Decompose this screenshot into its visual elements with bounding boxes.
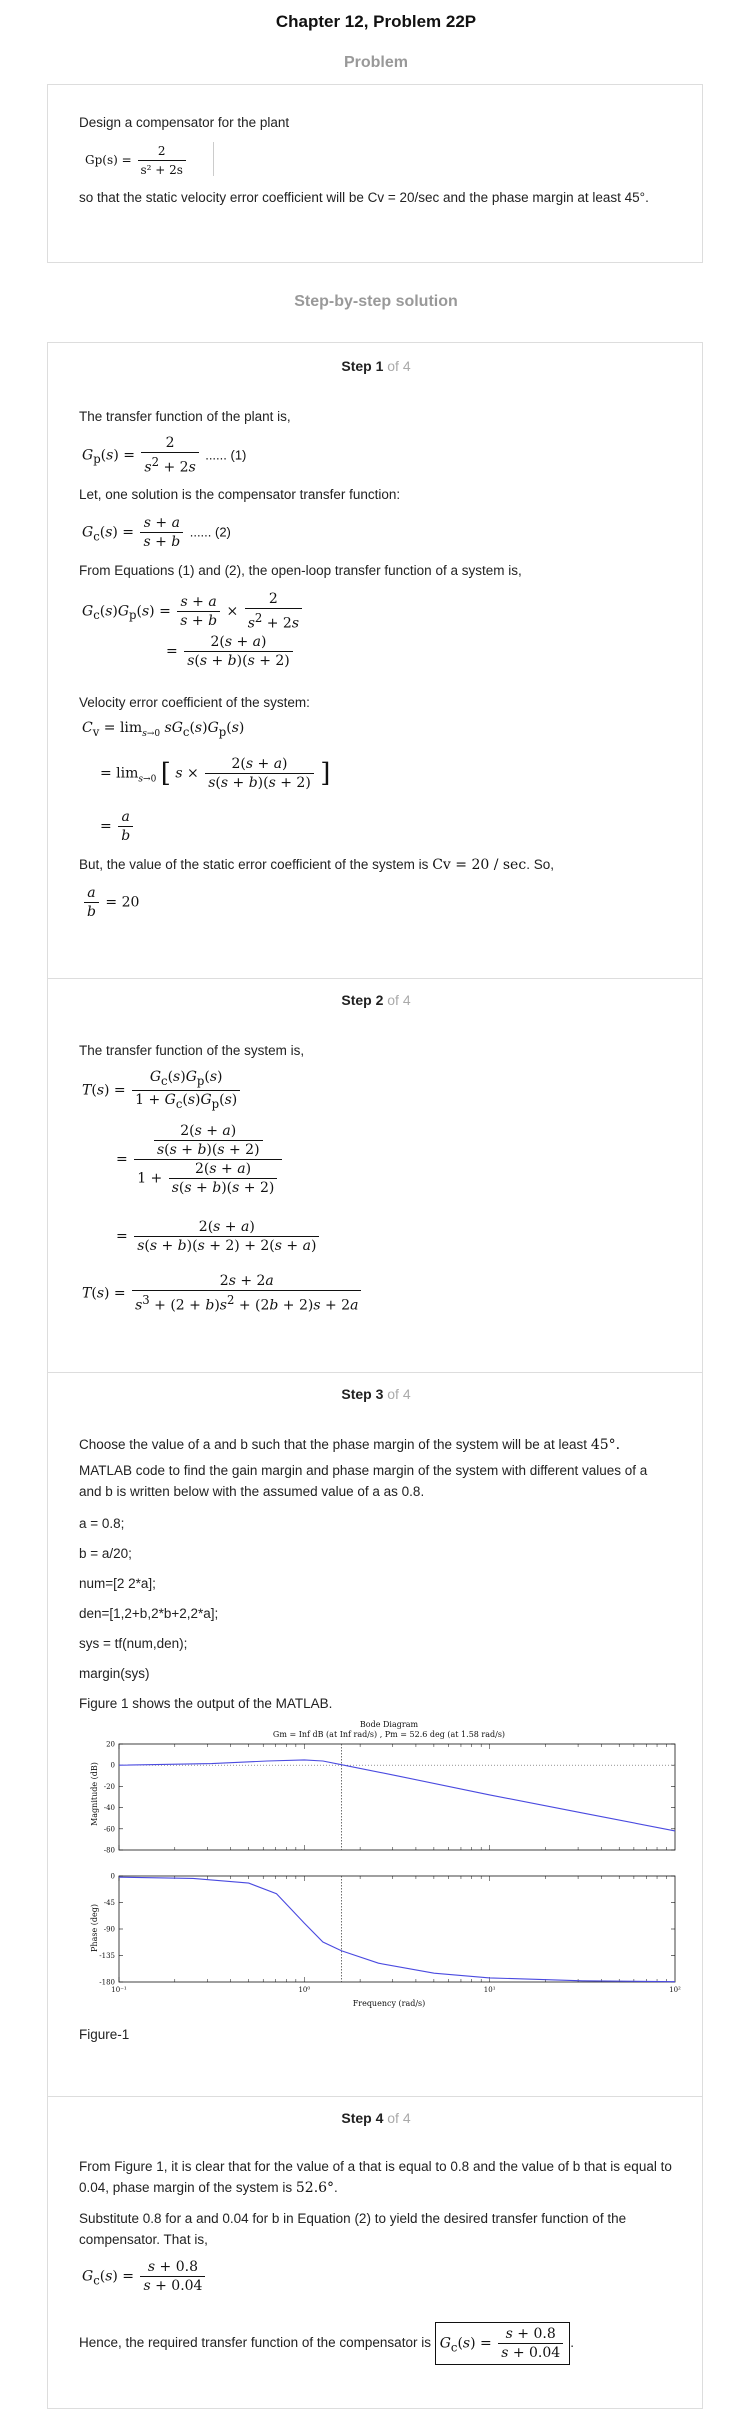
phase-y-tick-label: -90 [103, 1925, 115, 1934]
chart-xlabel: Frequency (rad/s) [352, 1999, 426, 2008]
step-divider [47, 2096, 703, 2097]
magnitude-frame [119, 1744, 675, 1850]
eq-closedloop-2: = $\frac{2(s + a)}{s(s + b)(s + 2)}$ 1 + $\frac{2(s + a)}{s(s + b)(s + 2)}$ [116, 1122, 284, 1197]
step-1-header: Step 1 of 4 [341, 358, 411, 374]
code-line: b = a/20; [79, 1546, 132, 1561]
solution-box [47, 342, 703, 2409]
eq-closedloop-1: T(s) = $\frac{G_c(s)G_p(s)}{1 + G_c(s)G_p(s)}$ [82, 1068, 242, 1113]
cv-value: Cv = 20 / sec [432, 857, 527, 873]
eq-openloop-1: $G_c(s)G_p(s)$ = $\frac{s + a}{s + b}$ × $\frac{2}{s^2 + 2s}$ [82, 590, 304, 633]
eq-closedloop-4: T(s) = $\frac{2s + 2a}{s^3 + (2 + b)s^2 + (2b + 2)s + 2a}$ [82, 1272, 363, 1315]
eq-cv-1: $C_v = \lim_{s\to 0} sG_c(s)G_p(s)$ [82, 720, 245, 739]
eq-cv-3: = $\frac{a}{b}$ [100, 808, 135, 845]
step2-p1: The transfer function of the system is, [79, 1043, 305, 1058]
step1-p5: But, the value of the static error coefficient of the system is Cv = 20 / sec. So, [79, 857, 554, 873]
problem-intro: Design a compensator for the plant [79, 115, 290, 130]
chart-title: Bode Diagram [359, 1720, 419, 1729]
code-line: den=[1,2+b,2*b+2,2*a]; [79, 1606, 219, 1621]
problem-heading: Problem [343, 54, 408, 71]
magnitude-y-tick-label: -60 [103, 1825, 115, 1834]
phase-y-tick-label: -180 [99, 1978, 115, 1987]
problem-requirement: so that the static velocity error coefficient will be Cv = 20/sec and the phase margin at least 45°. [79, 190, 649, 205]
plant-equation: Gp(s) = $\frac{2}{\text{s² + 2s}}$ [85, 142, 188, 179]
step4-p1: From Figure 1, it is clear that for the value of a that is equal to 0.8 and the value of b that is equal to 0.04, phase margin of the system is 52.6°. [79, 2159, 672, 2196]
step4-p2: Substitute 0.8 for a and 0.04 for b in Equation (2) to yield the desired transfer function of the compensator. That is, [79, 2211, 627, 2247]
solution-heading: Step-by-step solution [294, 293, 458, 310]
step-4-header: Step 4 of 4 [341, 2110, 411, 2126]
phase-y-tick-label: -45 [103, 1899, 115, 1907]
step-2-header: Step 2 of 4 [341, 992, 411, 1008]
magnitude-ylabel: Magnitude (dB) [90, 1762, 99, 1826]
phase-y-tick-label: -135 [99, 1952, 115, 1960]
eq-final-compensator: $G_c(s)$ = $\frac{s + 0.8}{s + 0.04}$ [82, 2258, 207, 2295]
phase-ylabel: Phase (deg) [90, 1904, 99, 1952]
step1-p2: Let, one solution is the compensator transfer function: [79, 487, 401, 502]
x-tick-label: 10⁻¹ [111, 1986, 127, 1994]
magnitude-panel [104, 1741, 675, 1855]
pm-target: 45°. [590, 1437, 621, 1453]
x-tick-label: 10¹ [483, 1986, 496, 1994]
equation-divider [213, 142, 214, 176]
step-divider [47, 978, 703, 979]
step3-p2: MATLAB code to find the gain margin and phase margin of the system with different values of a and b is written below with the assumed value of a as 0.8. [79, 1463, 648, 1499]
magnitude-y-tick-label: -20 [103, 1782, 115, 1791]
eq-compensator: $G_c(s)$ = $\frac{s + a}{s + b}$ ...... (2) [82, 515, 231, 550]
step-divider [47, 1372, 703, 1373]
magnitude-y-tick-label: -80 [103, 1846, 115, 1855]
magnitude-y-tick-label: 0 [110, 1761, 115, 1770]
eq-ratio: $\frac{a}{b}$ = 20 [82, 884, 139, 921]
code-line: a = 0.8; [79, 1516, 125, 1531]
step1-p1: The transfer function of the plant is, [79, 409, 291, 424]
magnitude-y-tick-label: 20 [106, 1740, 115, 1749]
step1-p4: Velocity error coefficient of the system: [79, 695, 310, 710]
bode-diagram [79, 1718, 679, 2010]
step4-p3: Hence, the required transfer function of the compensator is $G_c(s)$ = $\frac{s + 0.8}{s + 0.04}$ . [79, 2322, 719, 2365]
step3-p1: Choose the value of a and b such that the phase margin of the system will be at least 45°. [79, 1437, 621, 1453]
magnitude-y-tick-label: -40 [103, 1804, 115, 1813]
phase-panel [99, 1873, 681, 1995]
figure-caption: Figure-1 [79, 2027, 130, 2042]
code-line: num=[2 2*a]; [79, 1576, 156, 1591]
x-tick-label: 10² [669, 1986, 681, 1994]
step-3-header: Step 3 of 4 [341, 1386, 411, 1402]
eq-openloop-2: = $\frac{2(s + a)}{s(s + b)(s + 2)}$ [166, 633, 295, 670]
eq-cv-2: = $\lim_{s\to 0}$ [ s × $\frac{2(s + a)}{s(s + b)(s + 2)}$ ] [100, 756, 331, 791]
final-answer: $G_c(s)$ = $\frac{s + 0.8}{s + 0.04}$ [435, 2322, 570, 2365]
step1-p3: From Equations (1) and (2), the open-loop transfer function of a system is, [79, 563, 522, 578]
eq-closedloop-3: = $\frac{2(s + a)}{s(s + b)(s + 2) + 2(s + a)}$ [116, 1218, 321, 1255]
x-tick-label: 10⁰ [298, 1986, 311, 1994]
page-title: Chapter 12, Problem 22P [275, 12, 477, 31]
pm-result: 52.6° [295, 2180, 335, 2196]
eq-plant: $G_p(s)$ = $\frac{2}{s^2 + 2s}$ ...... (1) [82, 435, 247, 476]
chart-subtitle: Gm = Inf dB (at Inf rad/s) , Pm = 52.6 deg (at 1.58 rad/s) [272, 1730, 506, 1739]
code-line: sys = tf(num,den); [79, 1636, 188, 1651]
step3-p3: Figure 1 shows the output of the MATLAB. [79, 1696, 333, 1711]
code-line: margin(sys) [79, 1666, 150, 1681]
phase-y-tick-label: 0 [110, 1872, 115, 1881]
